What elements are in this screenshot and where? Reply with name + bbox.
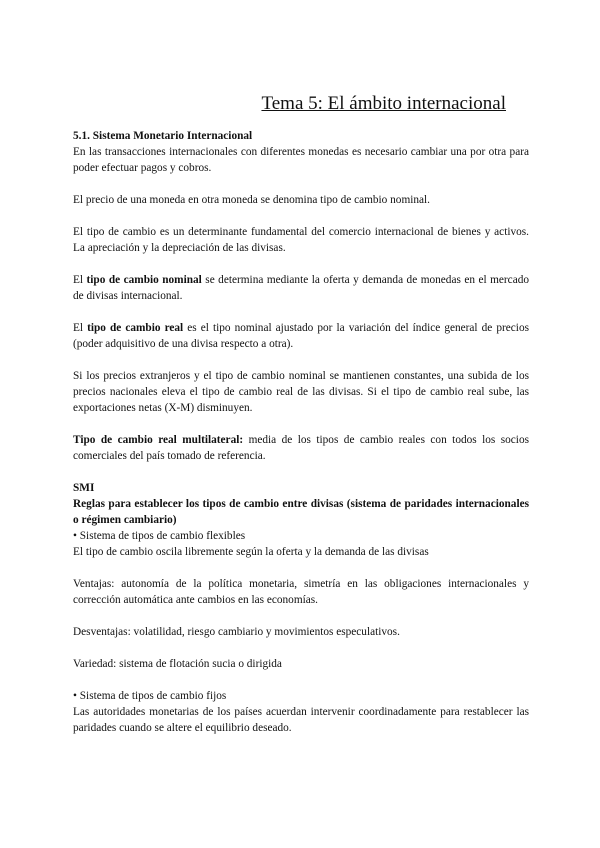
text-fragment: El [73,274,87,286]
text-fragment: se determina mediante la oferta y demanda de monedas en el mercado de divisas internacional. [73,274,530,302]
paragraph-flexibles: El tipo de cambio oscila libremente según la oferta y la demanda de las divisas [73,546,429,558]
paragraph-determinante: El tipo de cambio es un determinante fundamental del comercio internacional de bienes y activos. La apreciación y la depreciación de las divisas. [73,226,529,254]
smi-heading: SMI [73,482,95,494]
paragraph-fijos: Las autoridades monetarias de los países acuerdan intervenir coordinadamente para restablecer las paridades cuando se altere el equilibrio deseado. [73,706,529,734]
bullet-fijos: • Sistema de tipos de cambio fijos [73,690,227,702]
paragraph-precio-moneda: El precio de una moneda en otra moneda se denomina tipo de cambio nominal. [73,194,430,206]
paragraph-cambio-nominal [73,272,529,304]
paragraph-cambio-real [73,320,529,352]
text-fragment: El [73,322,88,334]
bold-term: tipo de cambio nominal [86,274,202,286]
text-fragment: media de los tipos de cambio reales con todos los socios comerciales del país tomado de referencia. [73,434,529,462]
paragraph-multilateral [73,432,529,464]
bold-term: Tipo de cambio real multilateral: [73,434,244,446]
smi-subheading: Reglas para establecer los tipos de cambio entre divisas (sistema de paridades internacionales o régimen cambiario) [73,498,529,526]
bold-term: tipo de cambio real [87,322,184,334]
paragraph-ventajas: Ventajas: autonomía de la política monetaria, simetría en las obligaciones internacionales y corrección automática ante cambios en las economías. [73,578,529,606]
bullet-flexibles: • Sistema de tipos de cambio flexibles [73,530,246,542]
document-page [73,92,529,752]
paragraph-precios-extranjeros: Si los precios extranjeros y el tipo de cambio nominal se mantienen constantes, una subida de los precios nacionales eleva el tipo de cambio real de las divisas. Si el tipo de cambio real sube, las exportaciones netas (X-M) disminuyen. [73,370,529,414]
paragraph-desventajas: Desventajas: volatilidad, riesgo cambiario y movimientos especulativos. [73,626,400,638]
paragraph-variedad: Variedad: sistema de flotación sucia o dirigida [73,658,282,670]
paragraph-transacciones: En las transacciones internacionales con diferentes monedas es necesario cambiar una por otra para poder efectuar pagos y cobros. [73,146,529,174]
page-title: Tema 5: El ámbito internacional [261,93,506,114]
text-fragment: es el tipo nominal ajustado por la variación del índice general de precios (poder adquisitivo de una divisa respecto a otra). [73,322,529,350]
section-heading: 5.1. Sistema Monetario Internacional [73,130,253,142]
